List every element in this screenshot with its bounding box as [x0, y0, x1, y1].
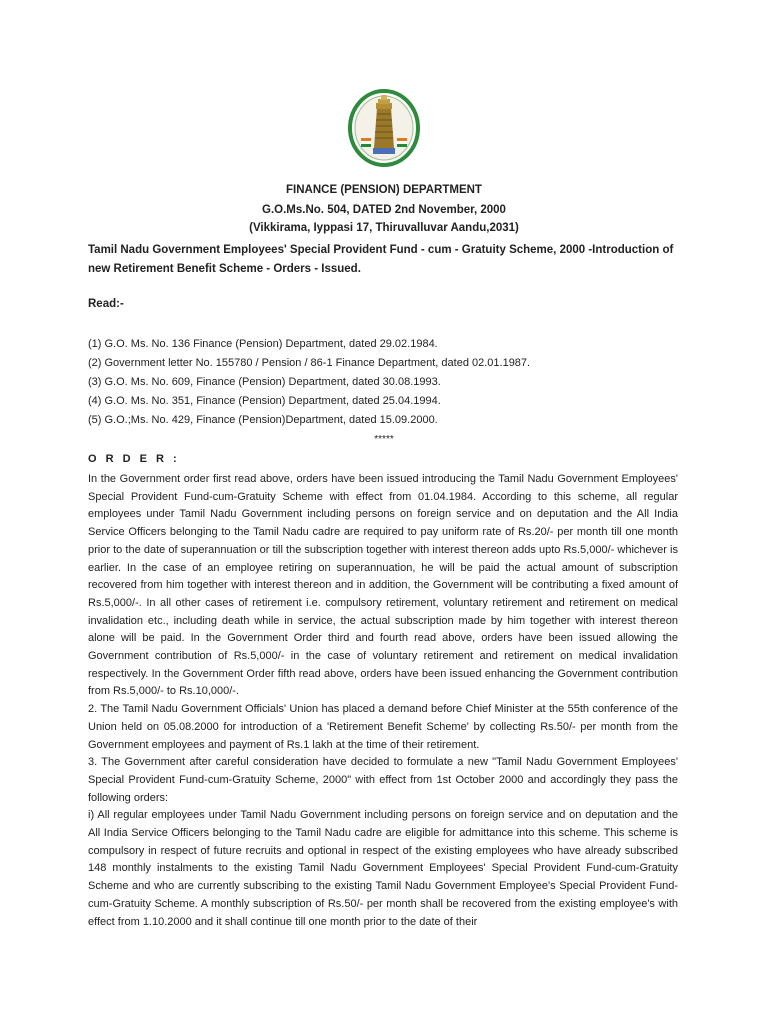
paragraph: 3. The Government after careful consideration have decided to formulate a new "Tamil Nadu Government Employees' Special Provident Fund-cum-Gratuity Scheme, 2000" with effect from 1st October 2000 and accordingly they pass the following orders:: [88, 756, 678, 804]
order-subject: Tamil Nadu Government Employees' Special Provident Fund - cum - Gratuity Scheme, 2000 -Introduction of new Retirement Benefit Scheme - Orders - Issued.: [88, 244, 674, 275]
reference-item: (2) Government letter No. 155780 / Pension / 86-1 Finance Department, dated 02.01.1987.: [88, 357, 531, 369]
paragraph: In the Government order first read above, orders have been issued introducing the Tamil Nadu Government Employees' Special Provident Fund-cum-Gratuity Scheme with effect from 01.04.1984. According to this scheme, all regular employees under Tamil Nadu Government including persons on foreign service and on deputation and the All India Service Officers belonging to the Tamil Nadu cadre are required to pay uniform rate of Rs.20/- per month till one month prior to the date of superannuation or till the subscription together with interest thereon adds upto Rs.5,000/- whichever is earlier. In the case of an employee retiring on superannuation, he will be paid the actual amount of subscription recovered from him together with interest thereon and in addition, the Government will be contributing a fixed amount of Rs.5,000/-. In all other cases of retirement i.e. compulsory retirement, voluntary retirement and retirement on medical invalidation etc., including death while in service, the actual subscription made by him together with interest thereon alone will be paid. In the Government Order third and fourth read above, orders have been issued allowing the Government contribution of Rs.5,000/- in the case of voluntary retirement and retirement on medical invalidation respectively. In the Government Order fifth read above, orders have been issued enhancing the Government contribution from Rs.5,000/- to Rs.10,000/-.: [88, 473, 678, 698]
order-heading: O R D E R :: [88, 453, 180, 465]
go-number: G.O.Ms.No. 504, DATED 2nd November, 2000: [262, 204, 506, 216]
paragraph: 2. The Tamil Nadu Government Officials' Union has placed a demand before Chief Minister at the 55th conference of the Union held on 05.08.2000 for introduction of a 'Retirement Benefit Scheme' by collecting Rs.50/- per month from the Government employees and payment of Rs.1 lakh at the time of their retirement.: [88, 703, 678, 751]
read-label: Read:-: [88, 298, 124, 310]
order-body: [88, 471, 678, 928]
reference-list: [88, 335, 678, 430]
reference-item: (5) G.O.;Ms. No. 429, Finance (Pension)Department, dated 15.09.2000.: [88, 414, 438, 426]
reference-item: (4) G.O. Ms. No. 351, Finance (Pension) Department, dated 25.04.1994.: [88, 395, 441, 407]
reference-item: (1) G.O. Ms. No. 136 Finance (Pension) Department, dated 29.02.1984.: [88, 338, 438, 350]
reference-item: (3) G.O. Ms. No. 609, Finance (Pension) Department, dated 30.08.1993.: [88, 376, 441, 388]
tamil-nadu-emblem: [347, 88, 421, 174]
section-separator: *****: [374, 434, 394, 445]
department-heading: FINANCE (PENSION) DEPARTMENT: [286, 184, 482, 196]
tamil-date: (Vikkirama, Iyppasi 17, Thiruvalluvar Aandu,2031): [249, 222, 519, 234]
paragraph: i) All regular employees under Tamil Nadu Government including persons on foreign service and on deputation and the All India Service Officers belonging to the Tamil Nadu cadre are eligible for admittance into this scheme. This scheme is compulsory in respect of future recruits and optional in respect of the existing employees who have already subscribed 148 monthly instalments to the existing Tamil Nadu Government Employees' Special Provident Fund-cum-Gratuity Scheme and who are currently subscribing to the existing Tamil Nadu Government Employee's Special Provident Fund-cum-Gratuity Scheme. A monthly subscription of Rs.50/- per month shall be recovered from the existing employee's with effect from 1.10.2000 and it shall continue till one month prior to the date of their: [88, 809, 678, 928]
